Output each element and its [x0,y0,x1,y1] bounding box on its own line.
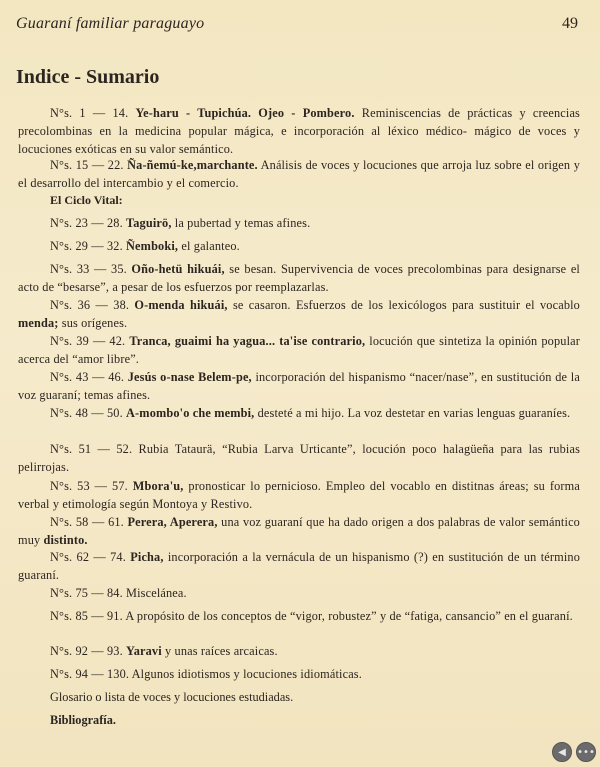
entry-reference: N°s. 51 — 52. [50,442,133,456]
index-entry [18,584,580,602]
entry-description: incorporación a la vernácula de un hispanismo (?) en sustitución de un término guaraní. [18,550,581,582]
entry-keyword: Jesús o-nase Belem-pe, [127,370,252,384]
entry-keyword: menda; [18,316,59,330]
entry-description: se casaron. Esfuerzos de los lexicólogos para sustituir el vocablo [232,298,580,312]
entry-keyword: Ye-haru - Tupichúa. Ojeo - Pombero. [135,106,355,120]
section-heading: El Ciclo Vital: [50,193,123,207]
index-entry [18,104,580,158]
entry-description: locución que sintetiza la opinión popular acerca del “amor libre”. [18,334,580,366]
entry-reference: N°s. 23 — 28. [50,216,123,230]
entry-description: Rubia Tataurä, “Rubia Larva Urticante”, locución poco halagüeña para las rubias pelirrojas. [18,442,581,474]
entry-keyword: Ñemboki, [126,239,179,253]
index-entry [18,404,580,422]
entry-description: sus orígenes. [61,316,128,330]
page-title: Indice - Sumario [16,66,160,88]
entry-description: y unas raíces arcaicas. [165,644,278,658]
entry-reference: N°s. 58 — 61. [50,515,124,529]
entry-reference: N°s. 75 — 84. [50,586,123,600]
entry-description: desteté a mi hijo. La voz destetar en varias lenguas guaraníes. [257,406,571,420]
entry-keyword: Ña-ñemú-ke,marchante. [127,158,258,172]
entry-reference: N°s. 1 — 14. [50,106,129,120]
more-icon[interactable]: ••• [576,742,596,762]
index-entry [18,214,580,232]
entry-reference: N°s. 85 — 91. [50,609,123,623]
glossary-line: Glosario o lista de voces y locuciones estudiadas. [50,690,294,704]
entry-keyword: Taguirö, [126,216,172,230]
bibliography-line: Bibliografía. [50,713,116,727]
entry-keyword: Perera, Aperera, [127,515,218,529]
entry-description: Miscelánea. [126,586,187,600]
entry-keyword: Tranca, guaimi ha yagua... ta'ise contrario, [129,334,366,348]
entry-description: A propósito de los conceptos de “vigor, robustez” y de “fatiga, cansancio” en el guaraní. [125,609,573,623]
entry-description: incorporación del hispanismo “nacer/nase”, en sustitución de la voz guaraní; temas afines. [18,370,580,402]
index-entry [18,237,580,255]
entry-reference: N°s. 36 — 38. [50,298,130,312]
entry-reference: N°s. 94 — 130. [50,667,130,681]
entry-reference: N°s. 15 — 22. [50,158,124,172]
entry-keyword: Mbora'u, [132,479,184,493]
running-header-title: Guaraní familiar paraguayo [16,15,205,32]
index-entry [18,548,580,584]
entry-reference: N°s. 48 — 50. [50,406,123,420]
entry-description: la pubertad y temas afines. [174,216,311,230]
entry-description: Algunos idiotismos y locuciones idiomáticas. [131,667,362,681]
index-entry [18,440,580,476]
entry-reference: N°s. 33 — 35. [50,262,127,276]
entry-reference: N°s. 43 — 46. [50,370,125,384]
entry-description: el galanteo. [181,239,240,253]
entry-description: se besan. Supervivencia de voces precolombinas para designarse el acto de “besarse”, a pesar de los esfuerzos por reemplazarlas. [18,262,580,294]
entry-reference: N°s. 39 — 42. [50,334,126,348]
index-entry [18,477,580,513]
entry-keyword: Picha, [130,550,164,564]
index-entry [18,607,580,625]
entry-description: Análisis de voces y locuciones que arroja luz sobre el origen y el desarrollo del intercambio y el comercio. [18,158,581,190]
index-entry [18,296,580,332]
entry-reference: N°s. 62 — 74. [50,550,126,564]
entry-description: una voz guaraní que ha dado origen a dos palabras de valor semántico muy [18,515,580,547]
index-entry [18,642,580,660]
left-arrow-icon[interactable]: ◀ [552,742,572,762]
entry-keyword: Oño-hetü hikuái, [131,262,225,276]
entry-keyword: Yaravi [126,644,162,658]
index-entry [18,513,580,549]
entry-description: pronosticar lo pernicioso. Empleo del vocablo en distitnas áreas; su forma verbal y etimología según Montoya y Restivo. [18,479,580,511]
index-entry [18,368,580,404]
index-entry [18,156,580,192]
index-entry [18,665,580,683]
page-number: 49 [562,15,578,32]
index-entry [18,332,580,368]
entry-reference: N°s. 53 — 57. [50,479,128,493]
entry-description: Reminiscencias de prácticas y creencias precolombinas en la medicina popular mágica, e incorporación al léxico médico- mágico de voces y locuciones exóticas en su valor semántico. [18,106,580,156]
entry-keyword: distinto. [43,533,88,547]
entry-reference: N°s. 92 — 93. [50,644,123,658]
entry-keyword: A-mombo'o che membi, [126,406,255,420]
entry-keyword: O-menda hikuái, [134,298,228,312]
index-entry [18,260,580,296]
entry-reference: N°s. 29 — 32. [50,239,123,253]
